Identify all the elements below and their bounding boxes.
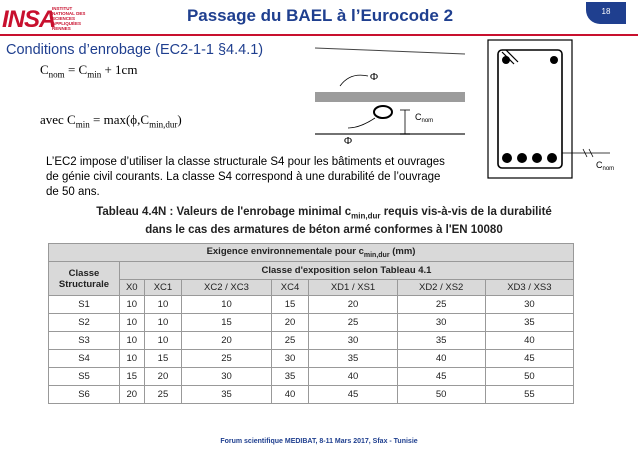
- logo-subtext: INSTITUT NATIONAL DES SCIENCES APPLIQUÉES RENNES: [52, 6, 86, 31]
- slide-title: Passage du BAEL à l’Eurocode 2: [186, 6, 454, 25]
- bottom-bar-4: [547, 153, 557, 163]
- table-cell: 50: [397, 386, 485, 404]
- table-header-class: Classe Structurale: [49, 262, 120, 296]
- table-cell: 20: [120, 386, 145, 404]
- table-cell: 10: [120, 350, 145, 368]
- table-row: [49, 296, 574, 314]
- table-cell: 40: [485, 332, 573, 350]
- table-cell: 20: [144, 368, 182, 386]
- row-label: S1: [49, 296, 120, 314]
- table-row: [49, 350, 574, 368]
- cnom-left-label: $C_{nom}$: [415, 112, 434, 124]
- table-header-env-row: [49, 244, 574, 262]
- bottom-bar-2: [517, 153, 527, 163]
- table-column-header: XC2 / XC3: [182, 280, 271, 296]
- table-cell: 30: [397, 314, 485, 332]
- table-column-header: XD1 / XS1: [309, 280, 397, 296]
- bottom-bar-1: [502, 153, 512, 163]
- table-column-header: X0: [120, 280, 145, 296]
- row-label: S4: [49, 350, 120, 368]
- table-cell: 55: [485, 386, 573, 404]
- table-cell: 15: [144, 350, 182, 368]
- footer-text: Forum scientifique MEDIBAT, 8-11 Mars 2017, Sfax - Tunisie: [220, 438, 418, 445]
- beam-cross-section-diagram: [480, 38, 630, 183]
- table-cell: 40: [309, 368, 397, 386]
- phi-bottom-arrow: [348, 118, 375, 128]
- table-row: [49, 332, 574, 350]
- table-cell: 25: [397, 296, 485, 314]
- row-label: S3: [49, 332, 120, 350]
- longitudinal-rebar: [315, 92, 465, 102]
- table-cell: 25: [182, 350, 271, 368]
- table-cell: 25: [309, 314, 397, 332]
- table-cell: 15: [271, 296, 309, 314]
- table-cell: 10: [120, 332, 145, 350]
- table-cell: 30: [309, 332, 397, 350]
- header-divider: [0, 34, 638, 36]
- table-cell: 30: [485, 296, 573, 314]
- section-subtitle: Conditions d’enrobage (EC2-1-1 §4.4.1): [6, 42, 264, 58]
- table-cell: 35: [271, 368, 309, 386]
- section-outline: [488, 40, 572, 178]
- table-caption: [74, 205, 574, 237]
- table-caption-line1: Tableau 4.4N : Valeurs de l'enrobage minimal $c_{min,dur}$ requis vis-à-vis de la durabilité: [96, 206, 552, 221]
- stirrup-bar-section: [374, 106, 392, 118]
- cnom-right-label: $C_{nom}$: [596, 160, 615, 172]
- table-column-header: XC4: [271, 280, 309, 296]
- beam-longitudinal-diagram: [300, 40, 475, 150]
- table-cell: 10: [120, 314, 145, 332]
- top-bar-left: [502, 56, 510, 64]
- table-cell: 20: [309, 296, 397, 314]
- table-cell: 15: [120, 368, 145, 386]
- insa-logo: [2, 4, 88, 34]
- s4-explanation-paragraph: L’EC2 impose d’utiliser la classe structurale S4 pour les bâtiments et ouvrages de génie civil courants. La classe S4 correspond à une durabilité de l’ouvrage de 50 ans.: [46, 156, 445, 198]
- table-row: [49, 314, 574, 332]
- beam-top-edge: [315, 48, 465, 54]
- table-cell: 10: [144, 296, 182, 314]
- table-cell: 10: [144, 332, 182, 350]
- logo-mark: INSA: [2, 6, 56, 33]
- table-cell: 20: [271, 314, 309, 332]
- table-cell: 10: [144, 314, 182, 332]
- table-cell: 20: [182, 332, 271, 350]
- table-row: [49, 368, 574, 386]
- row-label: S5: [49, 368, 120, 386]
- phi-top-label: Φ: [370, 71, 379, 83]
- table-cell: 10: [182, 296, 271, 314]
- row-label: S2: [49, 314, 120, 332]
- table-cell: 30: [271, 350, 309, 368]
- table-cell: 50: [485, 368, 573, 386]
- table-cell: 40: [271, 386, 309, 404]
- table-header-exposure-row: [49, 262, 574, 280]
- equation-cnom: $C_{nom} = C_{min} + 1cm$: [40, 62, 138, 80]
- table-cell: 30: [182, 368, 271, 386]
- table-cell: 40: [397, 350, 485, 368]
- table-cell: 35: [182, 386, 271, 404]
- cover-table: [48, 243, 574, 404]
- table-column-header: XD3 / XS3: [485, 280, 573, 296]
- table-cell: 35: [397, 332, 485, 350]
- table-column-header: XD2 / XS2: [397, 280, 485, 296]
- row-label: S6: [49, 386, 120, 404]
- table-column-header: XC1: [144, 280, 182, 296]
- table-row: [49, 386, 574, 404]
- table-body: [49, 296, 574, 404]
- table-header-exposure: Classe d'exposition selon Tableau 4.1: [120, 262, 574, 280]
- table-cell: 10: [120, 296, 145, 314]
- table-cell: 45: [397, 368, 485, 386]
- equation-cmin: avec $C_{min} = \max(\phi,C_{min,dur})$: [40, 112, 182, 130]
- table-cell: 35: [485, 314, 573, 332]
- table-cell: 25: [144, 386, 182, 404]
- top-bar-right: [550, 56, 558, 64]
- table-caption-line2: dans le cas des armatures de béton armé conformes à l'EN 10080: [145, 224, 503, 237]
- table-cell: 45: [485, 350, 573, 368]
- phi-top-arrow: [340, 75, 368, 86]
- phi-bottom-label: Φ: [344, 135, 353, 147]
- table-cell: 15: [182, 314, 271, 332]
- page-number: 18: [586, 2, 626, 24]
- table-cell: 35: [309, 350, 397, 368]
- table-header-env: Exigence environnementale pour $c_{min,dur}$ (mm): [49, 244, 574, 262]
- table-cell: 45: [309, 386, 397, 404]
- table-column-headers: [49, 280, 574, 296]
- bottom-bar-3: [532, 153, 542, 163]
- table-cell: 25: [271, 332, 309, 350]
